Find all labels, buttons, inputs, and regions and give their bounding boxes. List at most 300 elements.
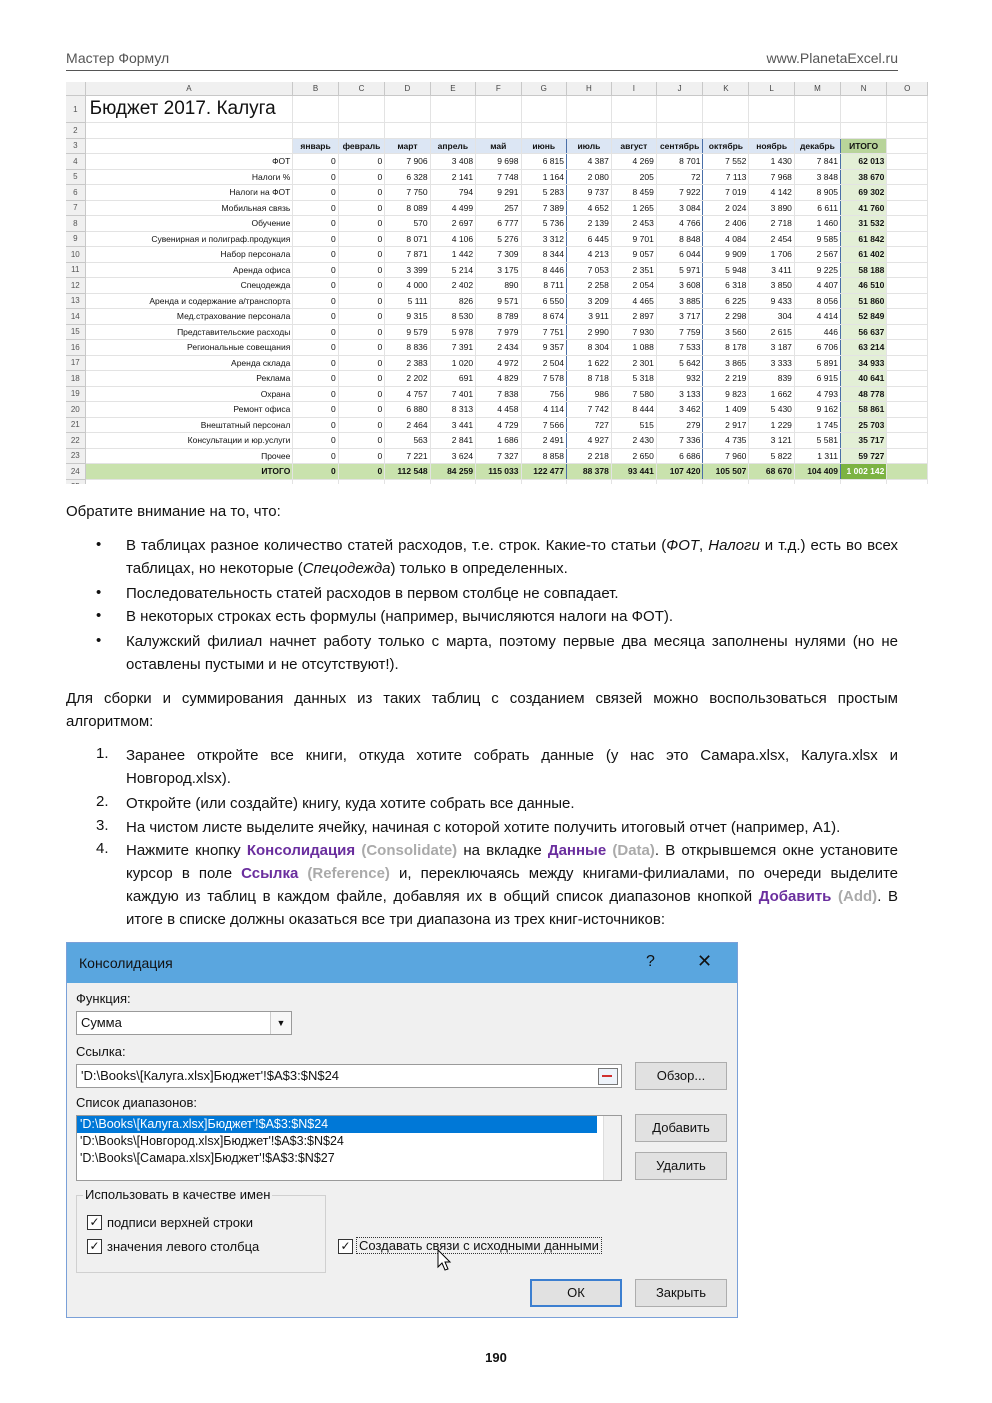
total-cell: 93 441 [611, 464, 656, 480]
value-cell: 2 453 [611, 216, 656, 232]
empty-cell [887, 200, 928, 216]
add-button[interactable]: Добавить [635, 1114, 727, 1142]
value-cell: 0 [293, 247, 338, 263]
month-header: июнь [521, 138, 566, 154]
value-cell: 279 [656, 417, 703, 433]
ranges-listbox[interactable] [76, 1115, 622, 1181]
value-cell: 3 408 [430, 154, 475, 170]
value-cell: 9 698 [476, 154, 521, 170]
empty-cell [293, 123, 338, 139]
step-item: На чистом листе выделите ячейку, начиная с которой хотите получить итоговый отчет (например, A1). [126, 819, 841, 836]
algorithm-paragraph: Для сборки и суммирования данных из таких таблиц с созданием связей можно воспользоваться простым алгоритмом: [66, 690, 898, 730]
empty-cell [476, 479, 521, 484]
sheet-title: Бюджет 2017. Калуга [85, 96, 293, 123]
empty-cell [611, 96, 656, 123]
row-header: 7 [66, 200, 85, 216]
value-cell: 2 301 [611, 355, 656, 371]
row-header: 24 [66, 464, 85, 480]
empty-cell [338, 96, 384, 123]
value-cell: 9 579 [385, 324, 430, 340]
empty-cell [385, 479, 430, 484]
row-header: 8 [66, 216, 85, 232]
value-cell: 1 164 [521, 169, 566, 185]
empty-cell [887, 448, 928, 464]
row-header: 3 [66, 138, 85, 154]
value-cell: 4 458 [476, 402, 521, 418]
value-cell: 0 [338, 355, 384, 371]
top-row-checkbox[interactable]: ✓ [87, 1215, 102, 1230]
value-cell: 0 [338, 154, 384, 170]
bullet-mark: • [96, 584, 102, 601]
value-cell: 7 578 [521, 371, 566, 387]
value-cell: 3 441 [430, 417, 475, 433]
value-cell: 304 [749, 309, 795, 325]
row-header: 17 [66, 355, 85, 371]
value-cell: 7 327 [476, 448, 521, 464]
value-cell: 7 221 [385, 448, 430, 464]
total-cell: 105 507 [703, 464, 749, 480]
value-cell: 25 703 [840, 417, 886, 433]
empty-cell [887, 247, 928, 263]
value-cell: 4 000 [385, 278, 430, 294]
value-cell: 9 909 [703, 247, 749, 263]
value-cell: 0 [338, 433, 384, 449]
value-cell: 8 446 [521, 262, 566, 278]
column-header: H [566, 82, 611, 96]
value-cell: 4 829 [476, 371, 521, 387]
value-cell: 7 019 [703, 185, 749, 201]
value-cell: 3 133 [656, 386, 703, 402]
value-cell: 61 842 [840, 231, 886, 247]
value-cell: 0 [338, 340, 384, 356]
expense-label: Обучение [85, 216, 293, 232]
empty-cell [566, 96, 611, 123]
value-cell: 5 276 [476, 231, 521, 247]
row-header: 19 [66, 386, 85, 402]
month-header: ИТОГО [840, 138, 886, 154]
function-select[interactable] [76, 1011, 292, 1035]
step-item: Заранее откройте все книги, откуда хотите собрать данные (у нас это Самара.xlsx, Калуга.xlsx и Новгород.xlsx). [126, 747, 898, 787]
value-cell: 1 686 [476, 433, 521, 449]
value-cell: 5 214 [430, 262, 475, 278]
month-header: сентябрь [656, 138, 703, 154]
value-cell: 7 113 [703, 169, 749, 185]
value-cell: 56 637 [840, 324, 886, 340]
value-cell: 7 552 [703, 154, 749, 170]
value-cell: 2 080 [566, 169, 611, 185]
value-cell: 7 960 [703, 448, 749, 464]
empty-cell [476, 96, 521, 123]
value-cell: 6 815 [521, 154, 566, 170]
delete-button[interactable]: Удалить [635, 1152, 727, 1180]
value-cell: 4 142 [749, 185, 795, 201]
group-title: Использовать в качестве имен [85, 1187, 271, 1202]
value-cell: 72 [656, 169, 703, 185]
month-header: декабрь [794, 138, 840, 154]
empty-cell [476, 123, 521, 139]
value-cell: 515 [611, 417, 656, 433]
browse-button[interactable]: Обзор... [635, 1062, 727, 1090]
bullet-item: В таблицах разное количество статей расходов, т.е. строк. Какие-то статьи (ФОТ, Налоги и т.д.) есть во всех таблицах, но некоторые (Спецодежда) только в определенных. [126, 537, 898, 577]
empty-cell [566, 479, 611, 484]
value-cell: 1 622 [566, 355, 611, 371]
value-cell: 0 [293, 185, 338, 201]
value-cell: 3 850 [749, 278, 795, 294]
range-picker-icon[interactable] [598, 1068, 618, 1085]
value-cell: 9 701 [611, 231, 656, 247]
empty-cell [887, 138, 928, 154]
value-cell: 8 530 [430, 309, 475, 325]
empty-cell [887, 262, 928, 278]
empty-cell [794, 479, 840, 484]
value-cell: 2 024 [703, 200, 749, 216]
empty-cell [703, 96, 749, 123]
value-cell: 0 [338, 231, 384, 247]
empty-cell [887, 324, 928, 340]
use-labels-group [76, 1187, 326, 1273]
value-cell: 3 717 [656, 309, 703, 325]
value-cell: 890 [476, 278, 521, 294]
value-cell: 1 430 [749, 154, 795, 170]
value-cell: 6 706 [794, 340, 840, 356]
left-column-label: значения левого столбца [107, 1239, 260, 1254]
expense-label: Региональные совещания [85, 340, 293, 356]
empty-cell [566, 123, 611, 139]
value-cell: 3 121 [749, 433, 795, 449]
dialog-titlebar [67, 943, 737, 983]
value-cell: 7 742 [566, 402, 611, 418]
value-cell: 0 [293, 309, 338, 325]
value-cell: 4 465 [611, 293, 656, 309]
value-cell: 7 759 [656, 324, 703, 340]
ok-button[interactable]: ОК [530, 1279, 622, 1307]
value-cell: 5 642 [656, 355, 703, 371]
value-cell: 0 [338, 247, 384, 263]
value-cell: 0 [338, 216, 384, 232]
empty-cell [887, 96, 928, 123]
bullet-item: Последовательность статей расходов в первом столбце не совпадает. [126, 585, 619, 602]
empty-cell [521, 123, 566, 139]
value-cell: 205 [611, 169, 656, 185]
value-cell: 8 701 [656, 154, 703, 170]
value-cell: 0 [293, 386, 338, 402]
value-cell: 2 219 [703, 371, 749, 387]
value-cell: 3 399 [385, 262, 430, 278]
value-cell: 8 858 [521, 448, 566, 464]
value-cell: 58 188 [840, 262, 886, 278]
value-cell: 2 990 [566, 324, 611, 340]
value-cell: 62 013 [840, 154, 886, 170]
value-cell: 446 [794, 324, 840, 340]
value-cell: 9 823 [703, 386, 749, 402]
value-cell: 0 [293, 433, 338, 449]
empty-cell [521, 96, 566, 123]
value-cell: 2 454 [749, 231, 795, 247]
list-scrollbar[interactable] [603, 1116, 621, 1180]
value-cell: 4 106 [430, 231, 475, 247]
value-cell: 8 056 [794, 293, 840, 309]
column-header: B [293, 82, 338, 96]
column-header: I [611, 82, 656, 96]
value-cell: 0 [338, 386, 384, 402]
row-header: 18 [66, 371, 85, 387]
column-header: G [521, 82, 566, 96]
value-cell: 3 175 [476, 262, 521, 278]
value-cell: 2 841 [430, 433, 475, 449]
total-cell: 104 409 [794, 464, 840, 480]
bullet-mark: • [96, 607, 102, 624]
consolidation-dialog [66, 942, 738, 1318]
expense-label: Аренда офиса [85, 262, 293, 278]
value-cell: 7 309 [476, 247, 521, 263]
expense-label: Охрана [85, 386, 293, 402]
total-cell: 1 002 142 [840, 464, 886, 480]
value-cell: 6 915 [794, 371, 840, 387]
value-cell: 2 258 [566, 278, 611, 294]
value-cell: 0 [293, 417, 338, 433]
value-cell: 7 580 [611, 386, 656, 402]
expense-label: Спецодежда [85, 278, 293, 294]
empty-cell [338, 479, 384, 484]
value-cell: 2 218 [566, 448, 611, 464]
value-cell: 3 890 [749, 200, 795, 216]
value-cell: 8 848 [656, 231, 703, 247]
value-cell: 4 927 [566, 433, 611, 449]
month-header: февраль [338, 138, 384, 154]
row-header: 15 [66, 324, 85, 340]
range-item[interactable]: 'D:\Books\[Самара.xlsx]Бюджет'!$A$3:$N$27 [80, 1151, 335, 1165]
range-item[interactable]: 'D:\Books\[Новгород.xlsx]Бюджет'!$A$3:$N$24 [80, 1134, 344, 1148]
value-cell: 2 697 [430, 216, 475, 232]
value-cell: 0 [338, 402, 384, 418]
value-cell: 38 670 [840, 169, 886, 185]
value-cell: 8 711 [521, 278, 566, 294]
expense-label: Реклама [85, 371, 293, 387]
value-cell: 7 401 [430, 386, 475, 402]
value-cell: 794 [430, 185, 475, 201]
empty-cell [430, 123, 475, 139]
value-cell: 8 071 [385, 231, 430, 247]
empty-cell [293, 96, 338, 123]
value-cell: 5 430 [749, 402, 795, 418]
value-cell: 727 [566, 417, 611, 433]
value-cell: 0 [293, 355, 338, 371]
empty-cell [611, 123, 656, 139]
value-cell: 7 922 [656, 185, 703, 201]
create-links-checkbox[interactable]: ✓ [338, 1239, 353, 1254]
value-cell: 8 459 [611, 185, 656, 201]
empty-cell [887, 185, 928, 201]
value-cell: 7 979 [476, 324, 521, 340]
value-cell: 0 [338, 293, 384, 309]
help-icon[interactable]: ? [646, 953, 655, 970]
value-cell: 8 089 [385, 200, 430, 216]
total-cell: 84 259 [430, 464, 475, 480]
row-header: 16 [66, 340, 85, 356]
value-cell: 9 057 [611, 247, 656, 263]
value-cell: 9 571 [476, 293, 521, 309]
value-cell: 34 933 [840, 355, 886, 371]
select-all-corner [66, 82, 85, 96]
value-cell: 0 [338, 169, 384, 185]
budget-table [66, 82, 928, 484]
value-cell: 2 141 [430, 169, 475, 185]
value-cell: 2 504 [521, 355, 566, 371]
value-cell: 3 911 [566, 309, 611, 325]
value-cell: 8 836 [385, 340, 430, 356]
column-header: C [338, 82, 384, 96]
value-cell: 3 084 [656, 200, 703, 216]
value-cell: 2 351 [611, 262, 656, 278]
value-cell: 8 789 [476, 309, 521, 325]
month-header: март [385, 138, 430, 154]
value-cell: 6 550 [521, 293, 566, 309]
row-header: 14 [66, 309, 85, 325]
value-cell: 8 313 [430, 402, 475, 418]
value-cell: 3 187 [749, 340, 795, 356]
value-cell: 2 202 [385, 371, 430, 387]
value-cell: 5 971 [656, 262, 703, 278]
mouse-cursor-icon [437, 1249, 453, 1273]
row-header: 9 [66, 231, 85, 247]
function-label: Функция: [76, 991, 131, 1006]
chevron-down-icon[interactable]: ▼ [270, 1012, 291, 1034]
value-cell: 5 581 [794, 433, 840, 449]
expense-label: Аренда склада [85, 355, 293, 371]
value-cell: 8 344 [521, 247, 566, 263]
value-cell: 6 777 [476, 216, 521, 232]
total-cell: 0 [338, 464, 384, 480]
value-cell: 4 793 [794, 386, 840, 402]
value-cell: 3 462 [656, 402, 703, 418]
value-cell: 0 [293, 216, 338, 232]
value-cell: 3 333 [749, 355, 795, 371]
value-cell: 4 499 [430, 200, 475, 216]
value-cell: 9 162 [794, 402, 840, 418]
value-cell: 2 298 [703, 309, 749, 325]
row-header: 12 [66, 278, 85, 294]
total-cell: 0 [293, 464, 338, 480]
value-cell: 7 053 [566, 262, 611, 278]
empty-cell [887, 216, 928, 232]
value-cell: 7 968 [749, 169, 795, 185]
empty-cell [887, 154, 928, 170]
total-cell: 122 477 [521, 464, 566, 480]
reference-label: Ссылка: [76, 1044, 126, 1059]
empty-cell [611, 479, 656, 484]
value-cell: 7 930 [611, 324, 656, 340]
value-cell: 2 491 [521, 433, 566, 449]
empty-cell [430, 479, 475, 484]
left-column-checkbox[interactable]: ✓ [87, 1239, 102, 1254]
value-cell: 8 718 [566, 371, 611, 387]
month-header: май [476, 138, 521, 154]
value-cell: 2 615 [749, 324, 795, 340]
step-number: 3. [96, 817, 109, 834]
value-cell: 9 433 [749, 293, 795, 309]
month-header: август [611, 138, 656, 154]
expense-label: Представительские расходы [85, 324, 293, 340]
value-cell: 5 283 [521, 185, 566, 201]
value-cell: 4 213 [566, 247, 611, 263]
value-cell: 4 114 [521, 402, 566, 418]
value-cell: 7 751 [521, 324, 566, 340]
empty-cell [887, 402, 928, 418]
expense-label: Прочее [85, 448, 293, 464]
value-cell: 2 650 [611, 448, 656, 464]
value-cell: 8 304 [566, 340, 611, 356]
value-cell: 4 652 [566, 200, 611, 216]
expense-label: Аренда и содержание а/транспорта [85, 293, 293, 309]
value-cell: 69 302 [840, 185, 886, 201]
column-header: L [749, 82, 795, 96]
value-cell: 2 139 [566, 216, 611, 232]
close-icon[interactable]: ✕ [697, 951, 713, 971]
value-cell: 3 608 [656, 278, 703, 294]
value-cell: 4 757 [385, 386, 430, 402]
step-item: Нажмите кнопку Консолидация (Consolidate) на вкладке Данные (Data). В открывшемся окне установите курсор в поле Ссылка (Reference) и, переключаясь между книгами-филиалами, по очереди выделите каждую из таблиц в каждом файле, добавляя их в общий список диапазонов кнопкой Добавить (Add). В итоге в списке должны оказаться все три диапазона из трех книг-источников: [126, 842, 898, 928]
value-cell: 2 567 [794, 247, 840, 263]
value-cell: 6 445 [566, 231, 611, 247]
value-cell: 3 411 [749, 262, 795, 278]
total-cell: 107 420 [656, 464, 703, 480]
value-cell: 7 750 [385, 185, 430, 201]
value-cell: 0 [338, 309, 384, 325]
value-cell: 1 088 [611, 340, 656, 356]
value-cell: 7 566 [521, 417, 566, 433]
value-cell: 35 717 [840, 433, 886, 449]
value-cell: 1 745 [794, 417, 840, 433]
empty-cell [887, 231, 928, 247]
close-button[interactable]: Закрыть [635, 1279, 727, 1307]
column-header: A [85, 82, 293, 96]
value-cell: 1 409 [703, 402, 749, 418]
value-cell: 6 880 [385, 402, 430, 418]
row-header: 6 [66, 185, 85, 201]
value-cell: 48 778 [840, 386, 886, 402]
expense-label: ФОТ [85, 154, 293, 170]
value-cell: 58 861 [840, 402, 886, 418]
column-header: D [385, 82, 430, 96]
value-cell: 46 510 [840, 278, 886, 294]
header-title: Мастер Формул [66, 50, 170, 66]
value-cell: 63 214 [840, 340, 886, 356]
column-header: O [887, 82, 928, 96]
value-cell: 5 891 [794, 355, 840, 371]
value-cell: 3 624 [430, 448, 475, 464]
value-cell: 0 [338, 185, 384, 201]
range-item[interactable]: 'D:\Books\[Калуга.xlsx]Бюджет'!$A$3:$N$24 [77, 1116, 597, 1133]
value-cell: 0 [293, 371, 338, 387]
value-cell: 0 [293, 278, 338, 294]
row-header: 22 [66, 433, 85, 449]
value-cell: 756 [521, 386, 566, 402]
reference-input[interactable] [76, 1064, 622, 1088]
value-cell: 1 229 [749, 417, 795, 433]
empty-cell [794, 96, 840, 123]
value-cell: 6 328 [385, 169, 430, 185]
bullet-item: В некоторых строках есть формулы (например, вычисляются налоги на ФОТ). [126, 608, 674, 625]
column-header: F [476, 82, 521, 96]
column-header: J [656, 82, 703, 96]
value-cell: 0 [293, 448, 338, 464]
header-site: www.PlanetaExcel.ru [766, 50, 898, 66]
value-cell: 4 729 [476, 417, 521, 433]
intro-text: Обратите внимание на то, что: [66, 503, 281, 520]
value-cell: 5 978 [430, 324, 475, 340]
empty-cell [887, 293, 928, 309]
value-cell: 6 044 [656, 247, 703, 263]
